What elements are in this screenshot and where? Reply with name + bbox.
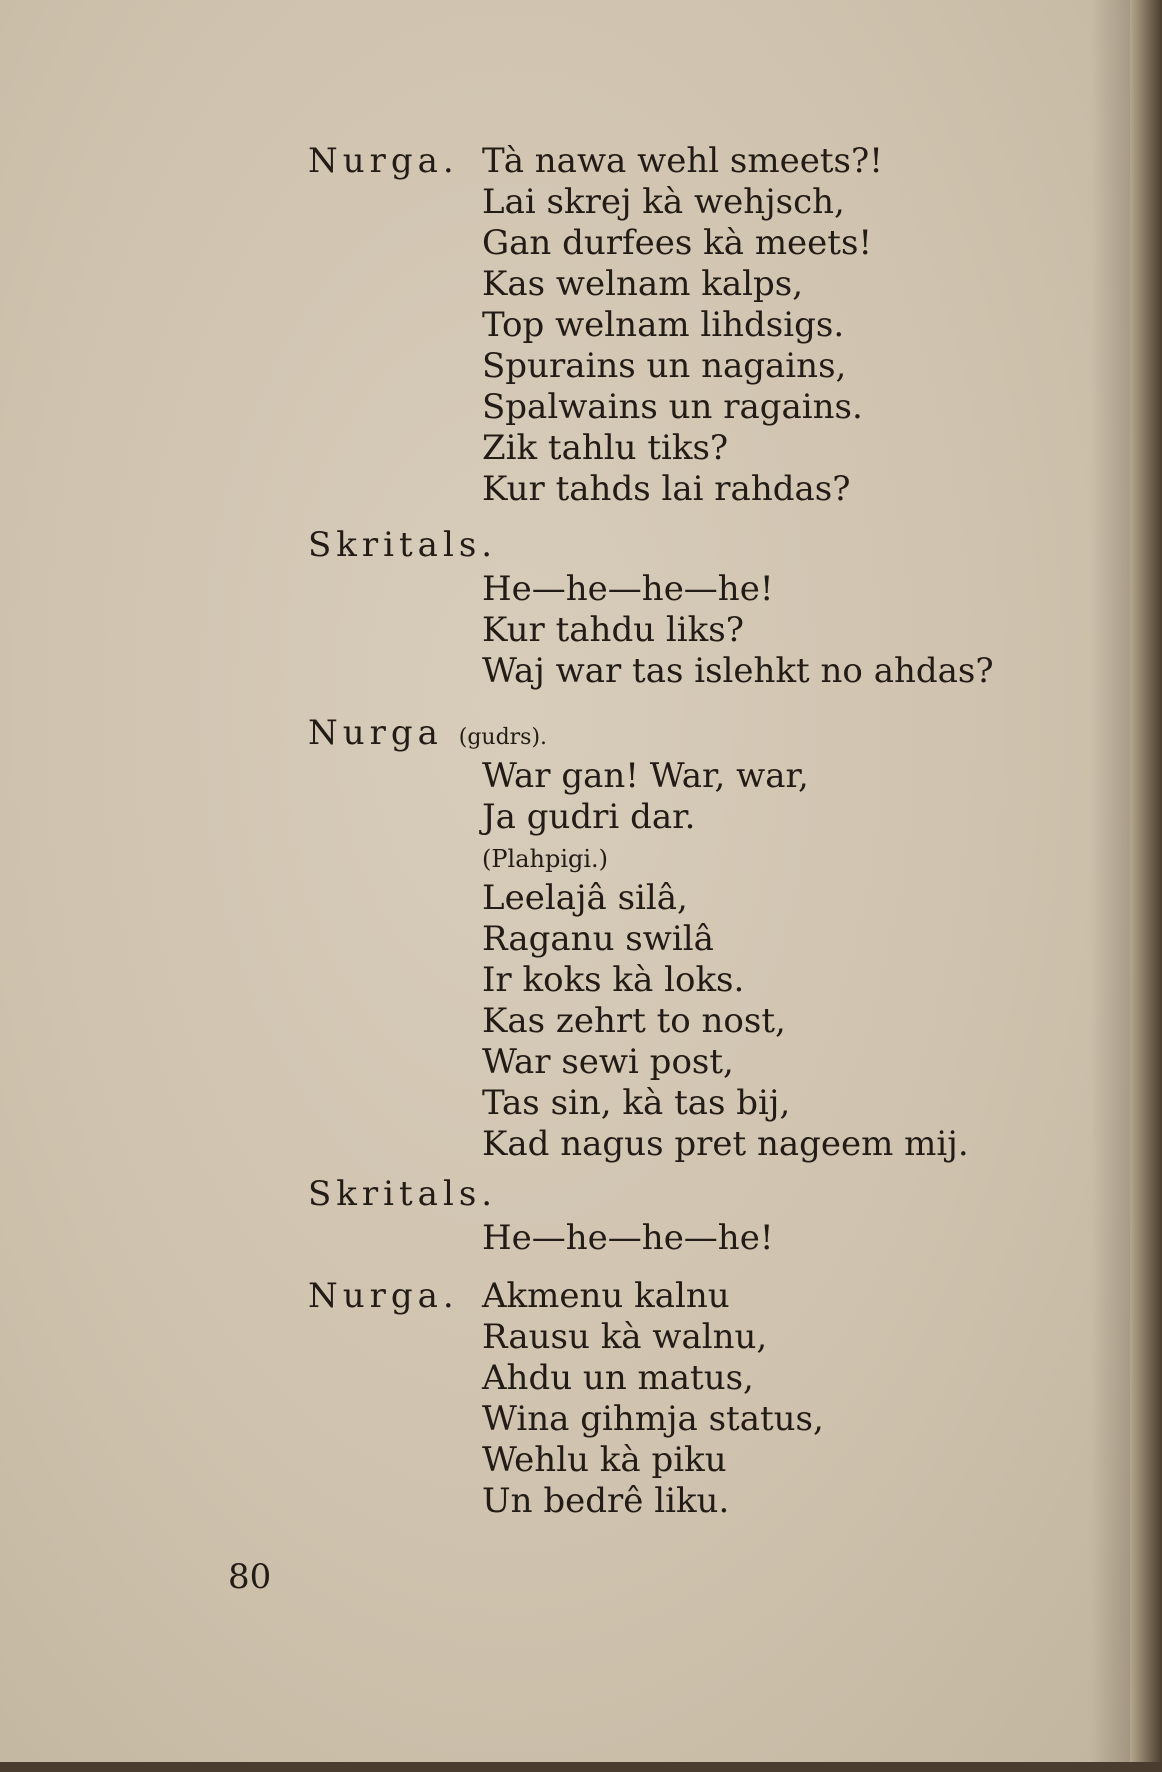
speaker-name [308, 712, 547, 759]
page-edge [1130, 0, 1162, 1772]
verse-line: Wehlu kà piku [482, 1440, 727, 1480]
verse-line: War sewi post, [482, 1042, 734, 1082]
bottom-edge [0, 1762, 1162, 1772]
verse-line: Leelajâ silâ, [482, 878, 688, 918]
verse-line: Ahdu un matus, [482, 1358, 754, 1398]
verse-line: Un bedrê liku. [482, 1481, 730, 1521]
verse-line: Tas sin, kà tas bij, [482, 1083, 791, 1123]
verse-line: Lai skrej kà wehjsch, [482, 182, 845, 222]
verse-line: Top welnam lihdsigs. [482, 305, 845, 345]
verse-line: War gan! War, war, [482, 756, 809, 796]
verse-line: Kas welnam kalps, [482, 264, 804, 304]
verse-line: Kur tahds lai rahdas? [482, 469, 851, 509]
verse-line: Akmenu kalnu [482, 1276, 730, 1316]
verse-line: Waj war tas islehkt no ahdas? [482, 651, 994, 691]
speaker-label: Nurga [308, 713, 443, 753]
verse-line: He—he—he—he! [482, 569, 774, 609]
speaker-note: (gudrs). [458, 725, 548, 750]
speaker-name: Nurga. [308, 1276, 459, 1316]
page-number: 80 [228, 1557, 272, 1597]
verse-line: Spalwains un ragains. [482, 387, 863, 427]
verse-line: Kur tahdu liks? [482, 610, 744, 650]
verse-line: Kas zehrt to nost, [482, 1001, 786, 1041]
verse-line: Raganu swilâ [482, 919, 714, 959]
speaker-name: Nurga. [308, 141, 459, 181]
verse-line: Zik tahlu tiks? [482, 428, 729, 468]
verse-line: Spurains un nagains, [482, 346, 847, 386]
verse-line: Wina gihmja status, [482, 1399, 824, 1439]
speaker-name: Skritals. [308, 1174, 498, 1214]
verse-line: Gan durfees kà meets! [482, 223, 873, 263]
verse-line: Ja gudri dar. [482, 797, 696, 837]
verse-line: Rausu kà walnu, [482, 1317, 768, 1357]
verse-line: Ir koks kà loks. [482, 960, 745, 1000]
speaker-name: Skritals. [308, 525, 498, 565]
verse-line: Kad nagus pret nageem mij. [482, 1124, 969, 1164]
verse-line: Tà nawa wehl smeets?! [482, 141, 883, 181]
gutter-shadow [1090, 0, 1130, 1762]
stage-direction: (Plahpigi.) [482, 845, 609, 873]
verse-line: He—he—he—he! [482, 1218, 774, 1258]
